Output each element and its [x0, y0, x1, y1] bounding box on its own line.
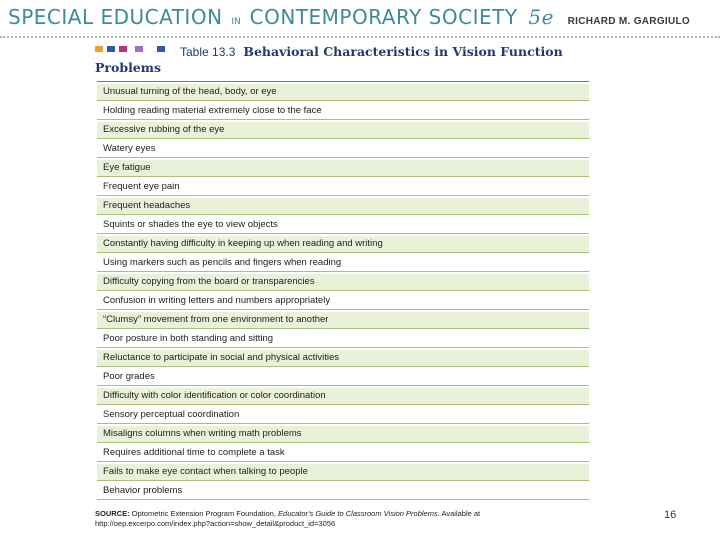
author-name: RICHARD M. GARGIULO: [567, 16, 690, 27]
table-row: “Clumsy” movement from one environment to another: [97, 312, 589, 329]
table-row: Confusion in writing letters and numbers appropriately: [97, 293, 589, 310]
table-row: Squints or shades the eye to view objects: [97, 217, 589, 234]
table-row: Unusual turning of the head, body, or eye: [97, 84, 589, 101]
table-title: Behavioral Characteristics in Vision Function Problems: [95, 44, 563, 75]
characteristics-table: [97, 81, 589, 500]
header-banner: [0, 0, 720, 38]
table-row: Requires additional time to complete a task: [97, 445, 589, 462]
book-title-part1: SPECIAL EDUCATION: [8, 5, 223, 29]
table-row: Reluctance to participate in social and physical activities: [97, 350, 589, 367]
table-caption: [95, 44, 565, 75]
table-row: Misaligns columns when writing math problems: [97, 426, 589, 443]
book-title: [8, 5, 554, 29]
book-title-part2: CONTEMPORARY SOCIETY: [249, 5, 518, 29]
table-row: Behavior problems: [97, 483, 589, 500]
table-number: Table 13.3: [180, 45, 236, 59]
source-publication: Educator's Guide to Classroom Vision Problems.: [278, 509, 440, 518]
table-row: Sensory perceptual coordination: [97, 407, 589, 424]
source-text-after: Available at http://oep.excerpo.com/index.php?action=show_detail&product_id=3056: [95, 509, 481, 528]
source-text-before: Optometric Extension Program Foundation,: [131, 509, 276, 518]
table-row: Difficulty copying from the board or transparencies: [97, 274, 589, 291]
table-row: Frequent headaches: [97, 198, 589, 215]
table-row: Fails to make eye contact when talking to people: [97, 464, 589, 481]
table-row: Constantly having difficulty in keeping up when reading and writing: [97, 236, 589, 253]
table-row: Poor grades: [97, 369, 589, 386]
source-citation: [95, 509, 595, 529]
table-row: Poor posture in both standing and sitting: [97, 331, 589, 348]
book-title-in: IN: [231, 17, 241, 27]
table-row: Using markers such as pencils and fingers when reading: [97, 255, 589, 272]
source-label: SOURCE:: [95, 509, 130, 518]
edition-label: 5e: [528, 5, 554, 29]
table-row: Eye fatigue: [97, 160, 589, 177]
table-row: Watery eyes: [97, 141, 589, 158]
table-row: Frequent eye pain: [97, 179, 589, 196]
page-number: 16: [664, 509, 677, 521]
table-row: Difficulty with color identification or color coordination: [97, 388, 589, 405]
header-divider: [0, 36, 720, 38]
table-row: Holding reading material extremely close to the face: [97, 103, 589, 120]
table-row: Excessive rubbing of the eye: [97, 122, 589, 139]
